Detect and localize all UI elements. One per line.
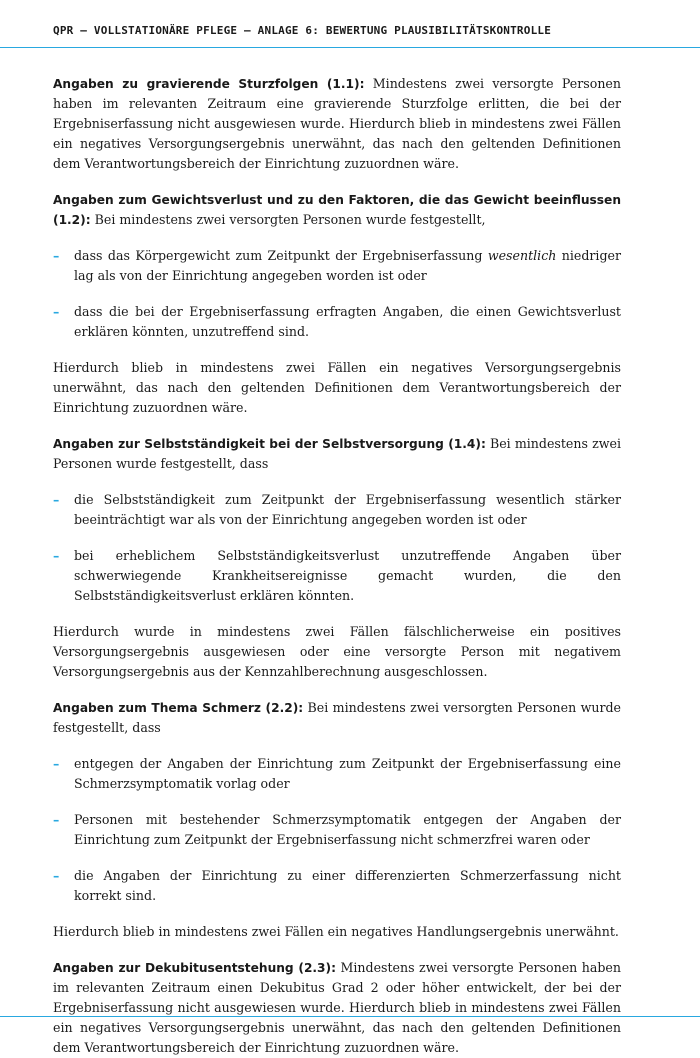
section-dekubitus	[53, 958, 621, 1058]
section-schmerz	[53, 698, 621, 738]
list-item: – entgegen der Angaben der Einrichtung zum Zeitpunkt der Ergebniserfassung eine Schmerzsymptomatik vorlag oder	[53, 756, 621, 791]
list-item: – dass die bei der Ergebniserfassung erfragten Angaben, die einen Gewichtsverlust erklären könnten, unzutreffend sind.	[53, 304, 621, 339]
section-heading: Angaben zum Gewichtsverlust und zu den Faktoren, die das Gewicht beeinflussen (1.2):	[53, 193, 621, 227]
list-dash: –	[53, 868, 60, 883]
list-dash: –	[53, 248, 60, 263]
list-item: – die Angaben der Einrichtung zu einer differenzierten Schmerzerfassung nicht korrekt sind.	[53, 868, 621, 903]
section-selbststaendigkeit	[53, 434, 621, 474]
criteria-list	[53, 246, 621, 342]
section-outro: Hierdurch wurde in mindestens zwei Fällen fälschlicherweise ein positives Versorgungsergebnis ausgewiesen oder eine versorgte Person mit negativem Versorgungsergebnis aus der Kennzahlberechnung ausgeschlossen.	[53, 624, 621, 679]
footer-rule	[0, 1016, 700, 1017]
header-rule	[0, 47, 700, 48]
list-dash: –	[53, 548, 60, 563]
list-item: – die Selbstständigkeit zum Zeitpunkt der Ergebniserfassung wesentlich stärker beeinträchtigt war als von der Einrichtung angegeben worden ist oder	[53, 492, 621, 527]
section-text: Mindestens zwei versorgte Personen haben im relevanten Zeitraum eine gravierende Sturzfolge erlitten, die bei der Ergebniserfassung nicht ausgewiesen wurde. Hierdurch blieb in mindestens zwei Fällen ein negatives Versorgungsergebnis unerwähnt, das nach den geltenden Definitionen dem Verantwortungsbereich der Einrichtung zuzuordnen wäre.	[53, 76, 622, 171]
list-dash: –	[53, 812, 60, 827]
section-heading: Angaben zur Selbstständigkeit bei der Selbstversorgung (1.4):	[53, 437, 486, 451]
section-heading: Angaben zur Dekubitusentstehung (2.3):	[53, 961, 336, 975]
list-item: – dass das Körpergewicht zum Zeitpunkt der Ergebniserfassung wesentlich niedriger lag als von der Einrichtung angegeben worden ist oder	[53, 248, 621, 283]
list-dash: –	[53, 304, 60, 319]
section-sturzfolgen	[53, 74, 621, 174]
section-text: Bei mindestens zwei versorgten Personen wurde festgestellt, dass	[53, 700, 621, 735]
section-text: Bei mindestens zwei Personen wurde festgestellt, dass	[53, 436, 621, 471]
criteria-list	[53, 754, 621, 906]
section-text: Bei mindestens zwei versorgten Personen wurde festgestellt,	[90, 212, 486, 227]
section-text: Mindestens zwei versorgte Personen haben im relevanten Zeitraum einen Dekubitus Grad 2 oder höher entwickelt, der bei der Ergebniserfassung nicht ausgewiesen wurde. Hierdurch blieb in mindestens zwei Fällen ein negatives Versorgungsergebnis unerwähnt, das nach den geltenden Definitionen dem Verantwortungsbereich der Einrichtung zuzuordnen wäre.	[53, 960, 621, 1055]
section-outro: Hierdurch blieb in mindestens zwei Fällen ein negatives Versorgungsergebnis unerwähnt, das nach den geltenden Definitionen dem Verantwortungsbereich der Einrichtung zuzuordnen wäre.	[53, 360, 621, 415]
section-outro: Hierdurch blieb in mindestens zwei Fällen ein negatives Handlungsergebnis unerwähnt.	[53, 924, 619, 939]
section-gewichtsverlust	[53, 190, 621, 230]
section-heading: Angaben zu gravierende Sturzfolgen (1.1):	[53, 77, 365, 91]
list-dash: –	[53, 492, 60, 507]
list-item: – Personen mit bestehender Schmerzsymptomatik entgegen der Angaben der Einrichtung zum Zeitpunkt der Ergebniserfassung nicht schmerzfrei waren oder	[53, 812, 621, 847]
list-dash: –	[53, 756, 60, 771]
section-heading: Angaben zum Thema Schmerz (2.2):	[53, 701, 304, 715]
page-body	[53, 74, 621, 1058]
criteria-list	[53, 490, 621, 606]
emphasis: wesentlich	[487, 248, 557, 263]
list-item: – bei erheblichem Selbstständigkeitsverlust unzutreffende Angaben über schwerwiegende Krankheitsereignisse gemacht wurden, die den Selbstständigkeitsverlust erklären könnten.	[53, 548, 621, 603]
running-header: QPR – VOLLSTATIONÄRE PFLEGE – ANLAGE 6: BEWERTUNG PLAUSIBILITÄTSKONTROLLE	[53, 24, 552, 37]
